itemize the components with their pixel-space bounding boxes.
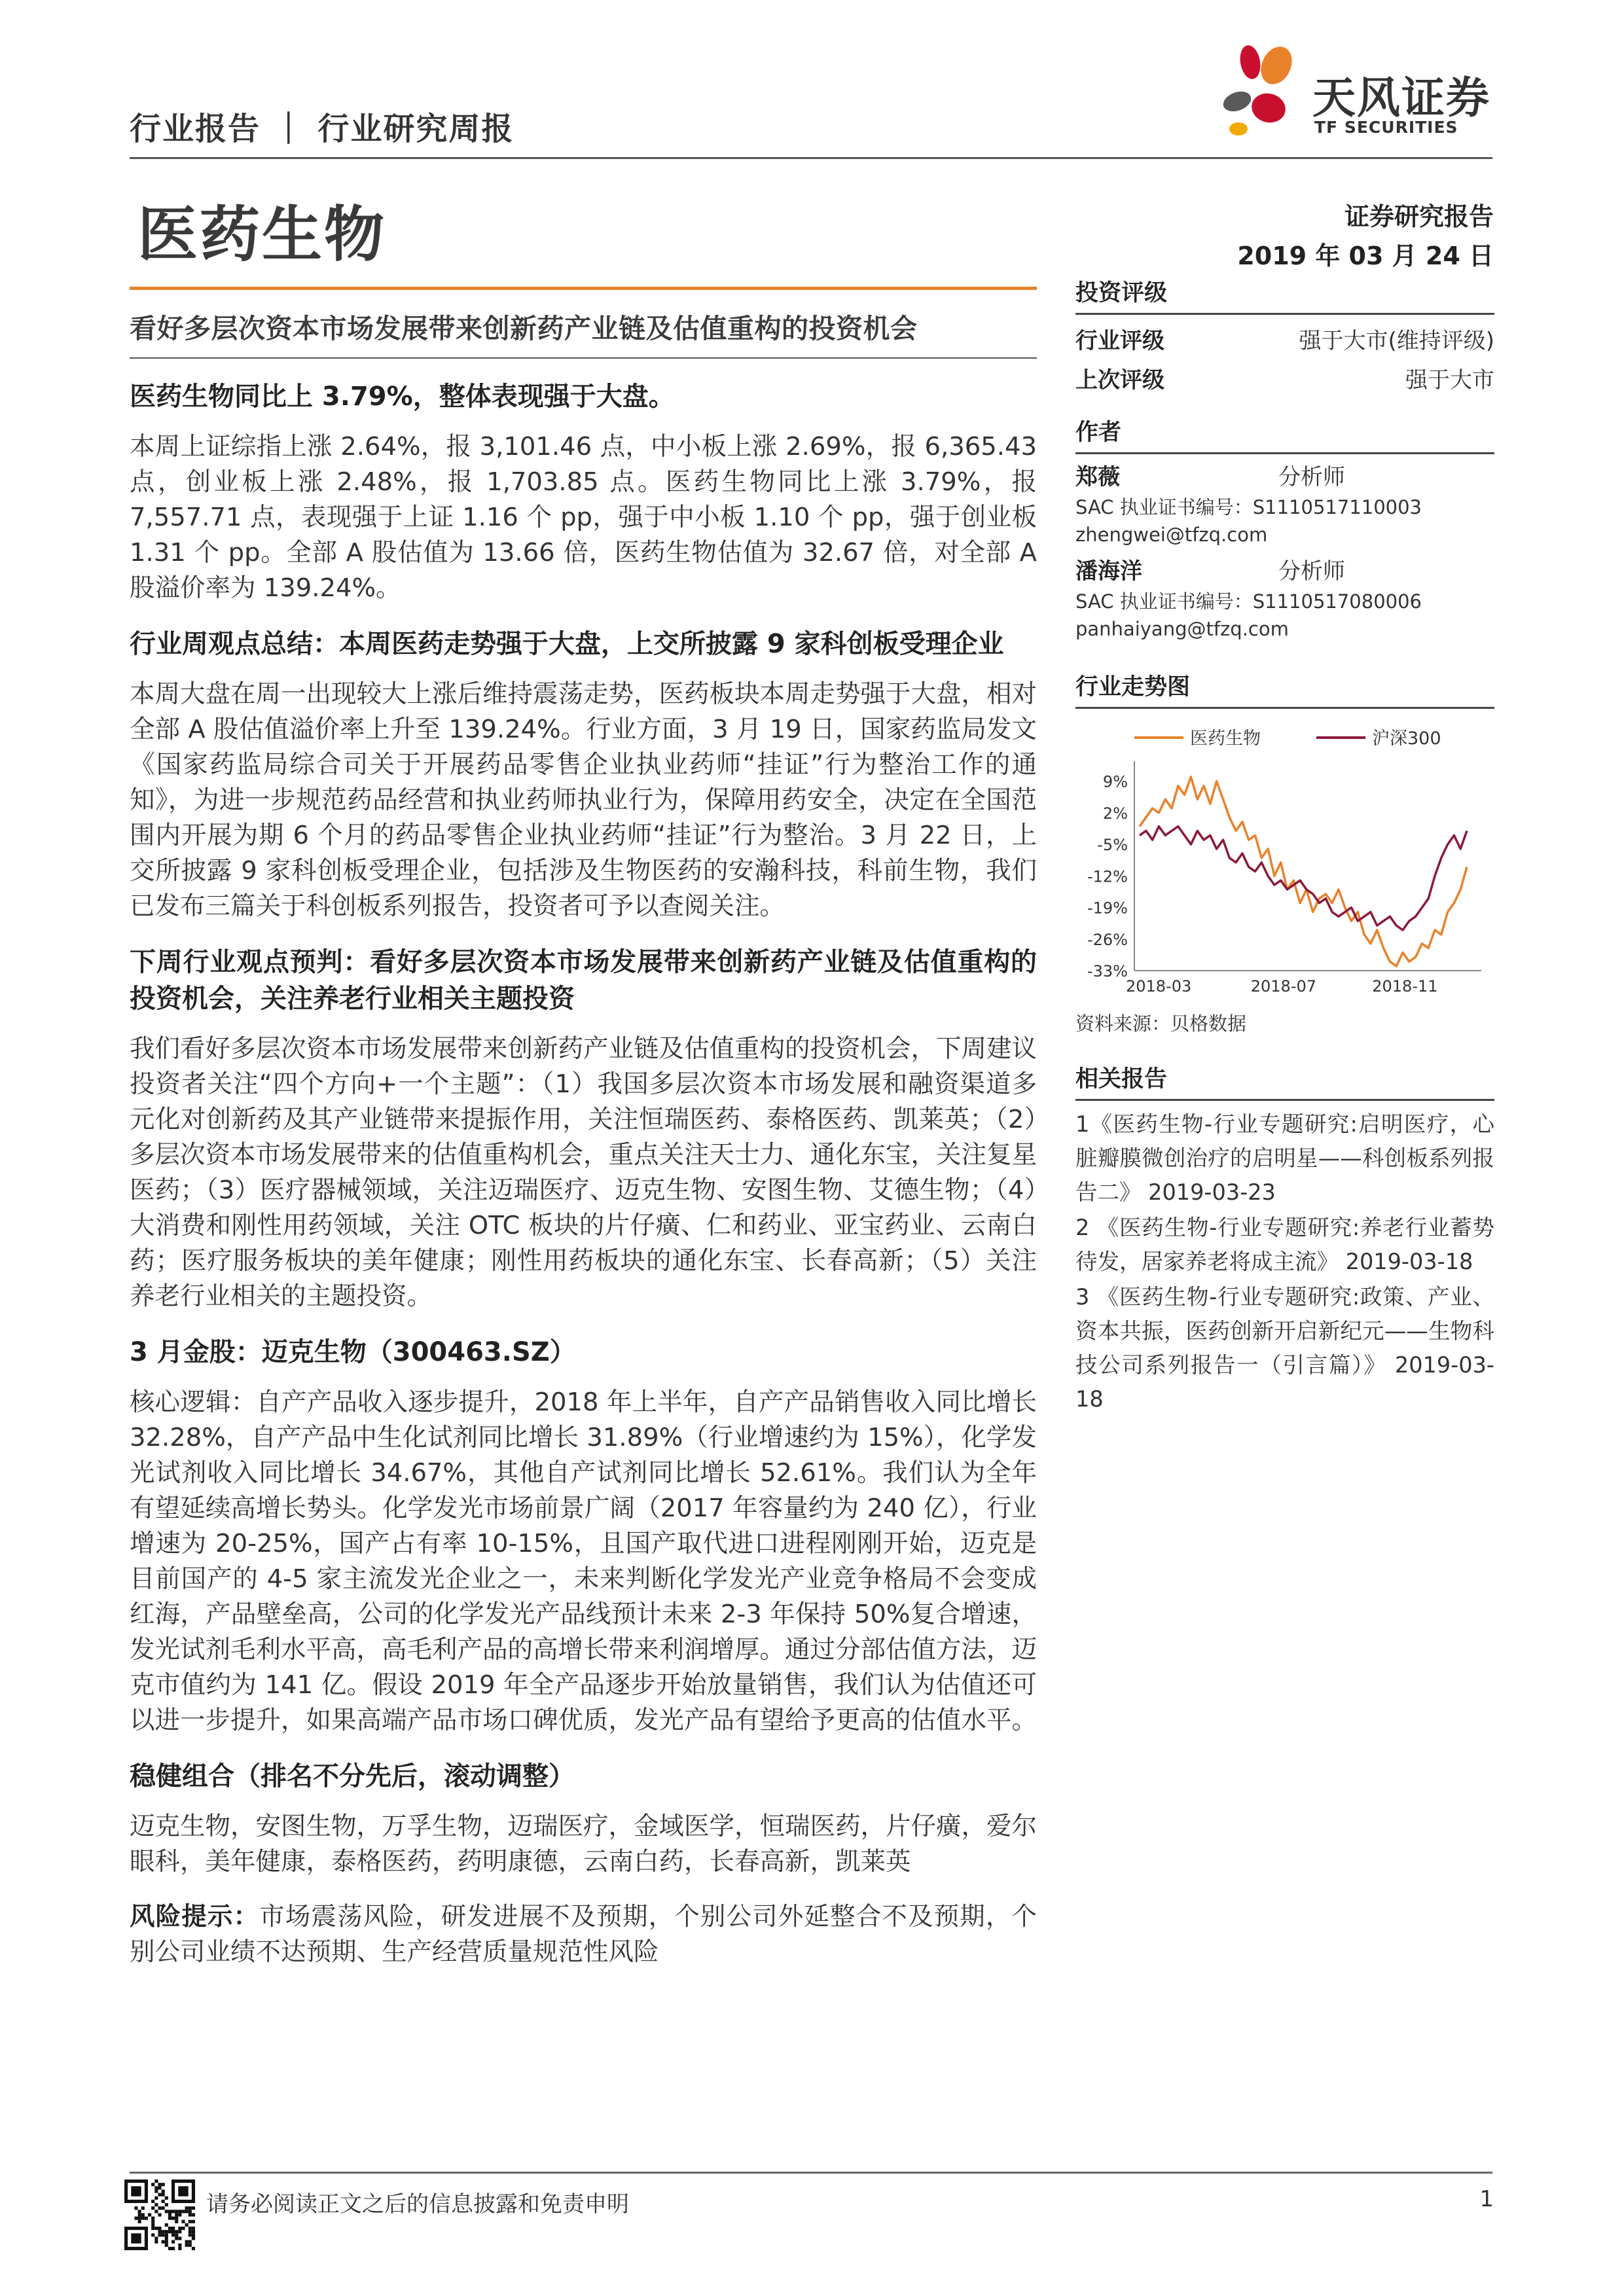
y-tick-label: -12%: [1087, 867, 1128, 886]
y-tick-label: 9%: [1102, 772, 1128, 791]
rating-value: 强于大市: [1405, 367, 1494, 393]
headline-divider: [130, 357, 1037, 359]
x-tick-label: 2018-07: [1250, 977, 1317, 996]
series-line-1: [1140, 827, 1467, 930]
y-axis: [1087, 761, 1134, 980]
rating-row-industry: [1075, 321, 1494, 361]
risk-warning: [130, 1899, 1037, 1970]
author-role: 分析师: [1278, 558, 1345, 584]
main-column: [130, 287, 1037, 1990]
section-title-next-week: 下周行业观点预判：看好多层次资本市场发展带来创新药产业链及估值重构的投资机会，关注养老行业相关主题投资: [130, 947, 1037, 1014]
report-category: 行业报告 ｜ 行业研究周报: [130, 111, 514, 147]
y-tick-label: -5%: [1097, 836, 1128, 855]
author-name: 郑薇: [1075, 464, 1120, 490]
trend-title: 行业走势图: [1075, 669, 1494, 709]
y-tick-label: -26%: [1087, 930, 1128, 949]
section-body-weekly-summary: 本周大盘在周一出现较大上涨后维持震荡走势，医药板块本周走势强于大盘，相对全部 A 股估值溢价率上升至 139.24%。行业方面，3 月 19 日，国家药监局发文《国家药监局综合司关于开展药品零售企业执业药师“挂证”行为整治工作的通知》，为进一步规范药品经营和执业药师执业行为，保障用药安全，决定在全国范围内开展为期 6 个月的药品零售企业执业药师“挂证”行为整治。3 月 22 日，上交所披露 9 家科创板受理企业，包括涉及生物医药的安瀚科技，科前生物，我们已发布三篇关于科创板系列报告，投资者可予以查阅关注。: [130, 679, 1038, 921]
rating-label: 行业评级: [1075, 328, 1164, 354]
logo-mark-icon: [1221, 42, 1298, 135]
legend-label-pharma: 医药生物: [1190, 728, 1261, 749]
logo-text-cn: 天风证券: [1312, 73, 1490, 123]
trend-chart: [1075, 715, 1494, 997]
authors-title: 作者: [1075, 414, 1494, 454]
series-line-0: [1140, 777, 1467, 966]
section-body-golden-stock: 核心逻辑：自产产品收入逐步提升，2018 年上半年，自产产品销售收入同比增长 32.28%，自产产品中生化试剂同比增长 31.89%（行业增速约为 15%），化学发光试剂收入同比增长 34.67%，其他自产试剂同比增长 52.61%。我们认为全年有望延续高增长势头。化学发光市场前景广阔（2017 年容量约为 240 亿），行业增速为 20-25%，国产占有率 10-15%，且国产取代进口进程刚刚开始，迈克是目前国产的 4-5 家主流发光企业之一，未来判断化学发光产业竞争格局不会变成红海，产品壁垒高，公司的化学发光产品线预计未来 2-3 年保持 50%复合增速，发光试剂毛利水平高，高毛利产品的高增长带来利润增厚。通过分部估值方法，迈克市值约为 141 亿。假设 2019 年全产品逐步开始放量销售，我们认为估值还可以进一步提升，如果高端产品市场口碑优质，发光产品有望给予更高的估值水平。: [130, 1388, 1038, 1735]
author-email[interactable]: zhengwei@tfzq.com: [1075, 524, 1268, 546]
author-email[interactable]: panhaiyang@tfzq.com: [1075, 618, 1289, 640]
section-title-golden-stock: 3 月金股：迈克生物（300463.SZ）: [130, 1337, 576, 1367]
plot-area: [1140, 777, 1467, 966]
headline-rule: [130, 287, 1037, 290]
author-sac: SAC 执业证书编号：S1110517110003: [1075, 496, 1422, 518]
x-tick-label: 2018-03: [1125, 977, 1192, 996]
section-title-portfolio: 稳健组合（排名不分先后，滚动调整）: [130, 1761, 575, 1791]
footer-divider: [130, 2172, 1492, 2174]
section-title-weekly-summary: 行业周观点总结：本周医药走势强于大盘，上交所披露 9 家科创板受理企业: [130, 629, 1004, 659]
related-report-item[interactable]: 2 《医药生物-行业专题研究:养老行业蓄势待发，居家养老将成主流》 2019-03-18: [1075, 1215, 1494, 1274]
chart-source: 资料来源：贝格数据: [1075, 1013, 1247, 1035]
author-role: 分析师: [1278, 464, 1345, 490]
logo-text-en: TF SECURITIES: [1314, 118, 1458, 137]
y-tick-label: -33%: [1087, 962, 1128, 980]
header-divider: [130, 157, 1492, 159]
section-body-portfolio: 迈克生物，安图生物，万孚生物，迈瑞医疗，金域医学，恒瑞医药，片仔癀，爱尔眼科，美年健康，泰格医药，药明康德，云南白药，长春高新，凯莱英: [130, 1812, 1038, 1876]
qr-code-icon: [124, 2179, 195, 2250]
report-date: 2019 年 03 月 24 日: [1237, 242, 1494, 270]
rating-value: 强于大市(维持评级): [1299, 328, 1494, 354]
rating-row-previous: [1075, 361, 1494, 400]
x-tick-label: 2018-11: [1372, 977, 1438, 996]
author-name: 潘海洋: [1075, 558, 1142, 584]
y-tick-label: 2%: [1102, 804, 1128, 823]
section-body-index: 本周上证综指上涨 2.64%，报 3,101.46 点，中小板上涨 2.69%，报 6,365.43 点，创业板上涨 2.48%，报 1,703.85 点。医药生物同比上涨 3.79%，报 7,557.71 点，表现强于上证 1.16 个 pp，强于中小板 1.10 个 pp，强于创业板 1.31 个 pp。全部 A 股估值为 13.66 倍，医药生物估值为 32.67 倍，对全部 A 股溢价率为 139.24%。: [130, 432, 1037, 603]
page-number: 1: [1479, 2186, 1494, 2212]
risk-title: 风险提示：: [130, 1902, 260, 1931]
author-sac: SAC 执业证书编号：S1110517080006: [1075, 590, 1422, 613]
related-report-item[interactable]: 3 《医药生物-行业专题研究:政策、产业、资本共振，医药创新开启新纪元——生物科技公司系列报告一（引言篇）》 2019-03-18: [1075, 1284, 1494, 1412]
author-row: [1075, 555, 1494, 588]
headline: 看好多层次资本市场发展带来创新药产业链及估值重构的投资机会: [130, 313, 918, 344]
rating-label: 上次评级: [1075, 367, 1164, 393]
sidebar: [1075, 275, 1494, 1418]
industry-title: 医药生物: [137, 200, 387, 270]
risk-body: 市场震荡风险，研发进展不及预期，个别公司外延整合不及预期，个别公司业绩不达预期、生产经营质量规范性风险: [130, 1902, 1037, 1967]
related-title: 相关报告: [1075, 1061, 1494, 1101]
legend-label-hs300: 沪深300: [1372, 728, 1441, 749]
y-tick-label: -19%: [1087, 899, 1128, 918]
report-type: 证券研究报告: [1344, 202, 1494, 231]
rating-title: 投资评级: [1075, 275, 1494, 315]
chart-legend: [1134, 728, 1441, 749]
section-title-index: 医药生物同比上 3.79%，整体表现强于大盘。: [130, 382, 675, 412]
x-axis: [1126, 971, 1481, 996]
author-row: [1075, 461, 1494, 493]
section-body-next-week: 我们看好多层次资本市场发展带来创新药产业链及估值重构的投资机会，下周建议投资者关注“四个方向+一个主题”：（1）我国多层次资本市场发展和融资渠道多元化对创新药及其产业链带来提振作用，关注恒瑞医药、泰格医药、凯莱英；（2）多层次资本市场发展带来的估值重构机会，重点关注天士力、通化东宝，关注复星医药；（3）医疗器械领域，关注迈瑞医疗、迈克生物、安图生物、艾德生物；（4）大消费和刚性用药领域，关注 OTC 板块的片仔癀、仁和药业、亚宝药业、云南白药；医疗服务板块的美年健康；刚性用药板块的通化东宝、长春高新；（5）关注养老行业相关的主题投资。: [130, 1034, 1038, 1311]
footer-disclaimer: 请务必阅读正文之后的信息披露和免责申明: [206, 2191, 629, 2217]
related-report-item[interactable]: 1《医药生物-行业专题研究:启明医疗，心脏瓣膜微创治疗的启明星——科创板系列报告二》 2019-03-23: [1075, 1111, 1494, 1205]
